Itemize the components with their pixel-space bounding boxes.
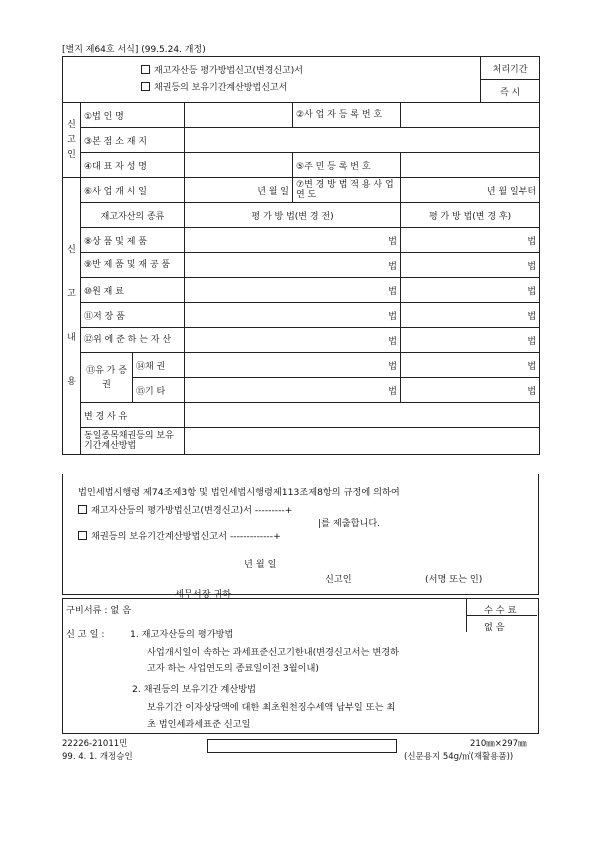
rep-name-label: ④대 표 자 성 명 (81, 153, 185, 178)
stamp-box (207, 739, 397, 753)
approval-note: 99. 4. 1. 개정승인 (62, 752, 133, 762)
row-similar-label: ⑫위 에 준 하 는 자 산 (81, 328, 185, 353)
reason-label: 변 경 사 유 (81, 403, 185, 428)
paper-size: 210㎜×297㎜ (470, 739, 527, 749)
row-semi-before[interactable]: 법 (185, 253, 401, 278)
row-raw-after[interactable]: 법 (401, 278, 540, 303)
recipient-label: 세무서장 귀하 (175, 589, 232, 600)
bond-before[interactable]: 법 (185, 353, 401, 378)
fee-value: 없 음 (484, 622, 505, 633)
checkbox-icon[interactable] (141, 65, 150, 74)
other-after[interactable]: 법 (401, 378, 540, 403)
hq-address-field[interactable] (185, 128, 540, 153)
checkbox-icon[interactable] (78, 505, 87, 514)
due-label: 신 고 일 : (66, 629, 105, 640)
form-number-note: [별지 제64호 서식] (99.5.24. 개정) (62, 45, 206, 55)
row-raw-label: ⑩원 재 료 (81, 278, 185, 303)
same-bond-label: 동일종목채권등의 보유기간계산방법 (81, 428, 185, 455)
declaration-date[interactable]: 년 월 일 (244, 559, 277, 570)
corp-name-label: ①법 인 명 (81, 103, 185, 128)
law-text: 법인세법시행령 제74조제3항 및 법인세법시행령제113조제8항의 규정에 의하여 (78, 487, 400, 498)
checkbox-icon[interactable] (141, 82, 150, 91)
applicant-section-label: 신고인 (63, 103, 81, 178)
business-no-label: ②사 업 자 등 록 번 호 (293, 103, 401, 128)
row-stored-label: ⑪저 장 품 (81, 303, 185, 328)
option-2: 채권등의 보유기간계산방법신고서 -------------+ (78, 528, 281, 542)
start-date-field[interactable]: 년 월 일 (185, 178, 293, 203)
declaration-form-table (62, 56, 540, 455)
other-before[interactable]: 법 (185, 378, 401, 403)
processing-period-value: 즉 시 (481, 80, 540, 103)
paper-type: (신문용지 54g/㎡(재활용품)) (404, 752, 514, 762)
hq-address-label: ③본 점 소 재 지 (81, 128, 185, 153)
row-goods-before[interactable]: 법 (185, 228, 401, 253)
title-line2: 채권등의 보유기간계산방법신고서 (154, 82, 288, 93)
change-year-label: ⑦변 경 방 법 적 용 사 업 연 도 (293, 178, 401, 203)
checkbox-icon[interactable] (78, 531, 87, 540)
row-semi-after[interactable]: 법 (401, 253, 540, 278)
row-goods-after[interactable]: 법 (401, 228, 540, 253)
row-stored-before[interactable]: 법 (185, 303, 401, 328)
submit-text: |를 제출합니다. (318, 518, 381, 529)
col-kind-header: 재고자산의 종류 (81, 203, 185, 228)
processing-period-label: 처리기간 (481, 57, 540, 80)
bond-after[interactable]: 법 (401, 353, 540, 378)
col-before-header: 평 가 방 법(변 경 전) (185, 203, 401, 228)
fee-label: 수 수 료 (484, 605, 517, 616)
change-year-field[interactable]: 년 월 일부터 (401, 178, 540, 203)
rep-name-field[interactable] (185, 153, 293, 178)
corp-name-field[interactable] (185, 103, 293, 128)
required-docs: 구비서류 : 없 음 (66, 605, 132, 616)
start-date-label: ⑥사 업 개 시 일 (81, 178, 185, 203)
row-semi-label: ⑨반 제 품 및 재 공 품 (81, 253, 185, 278)
row-raw-before[interactable]: 법 (185, 278, 401, 303)
row-goods-label: ⑧상 품 및 제 품 (81, 228, 185, 253)
business-no-field[interactable] (401, 103, 540, 128)
securities-label: ⑬유 가 증 권 (81, 353, 133, 403)
col-after-header: 평 가 방 법(변 경 후) (401, 203, 540, 228)
resident-no-label: ⑤주 민 등 록 번 호 (293, 153, 401, 178)
form-code: 22226-21011민 (62, 739, 128, 749)
due-item-2a: 보유기간 이자상당액에 대한 최초원천징수세액 납부일 또는 최 (147, 702, 396, 713)
due-item-2b: 초 법인세과세표준 신고일 (147, 719, 251, 730)
other-label: ⑮기 타 (133, 378, 185, 403)
row-stored-after[interactable]: 법 (401, 303, 540, 328)
row-similar-after[interactable]: 법 (401, 328, 540, 353)
form-title (63, 57, 481, 103)
same-bond-field[interactable] (185, 428, 540, 455)
title-line1: 재고자산등 평가방법신고(변경신고)서 (154, 65, 303, 76)
due-item-1a: 사업개시일이 속하는 과세표준신고기한내(변경신고서는 변경하 (147, 647, 399, 658)
due-item-2: 2. 채권등의 보유기간 계산방법 (132, 684, 257, 695)
signature-label: (서명 또는 인) (425, 574, 483, 585)
reason-field[interactable] (185, 403, 540, 428)
row-similar-before[interactable]: 법 (185, 328, 401, 353)
due-item-1: 1. 재고자산등의 평가방법 (130, 629, 234, 640)
due-item-1b: 고자 하는 사업연도의 종료일이전 3월이내) (147, 663, 319, 674)
bond-label: ⑭채 권 (133, 353, 185, 378)
reporter-label: 신고인 (325, 574, 352, 585)
option-1: 재고자산등의 평가방법신고(변경신고)서 ---------+ (78, 502, 292, 516)
resident-no-field[interactable] (401, 153, 540, 178)
content-section-label: 신고내용 (63, 178, 81, 455)
